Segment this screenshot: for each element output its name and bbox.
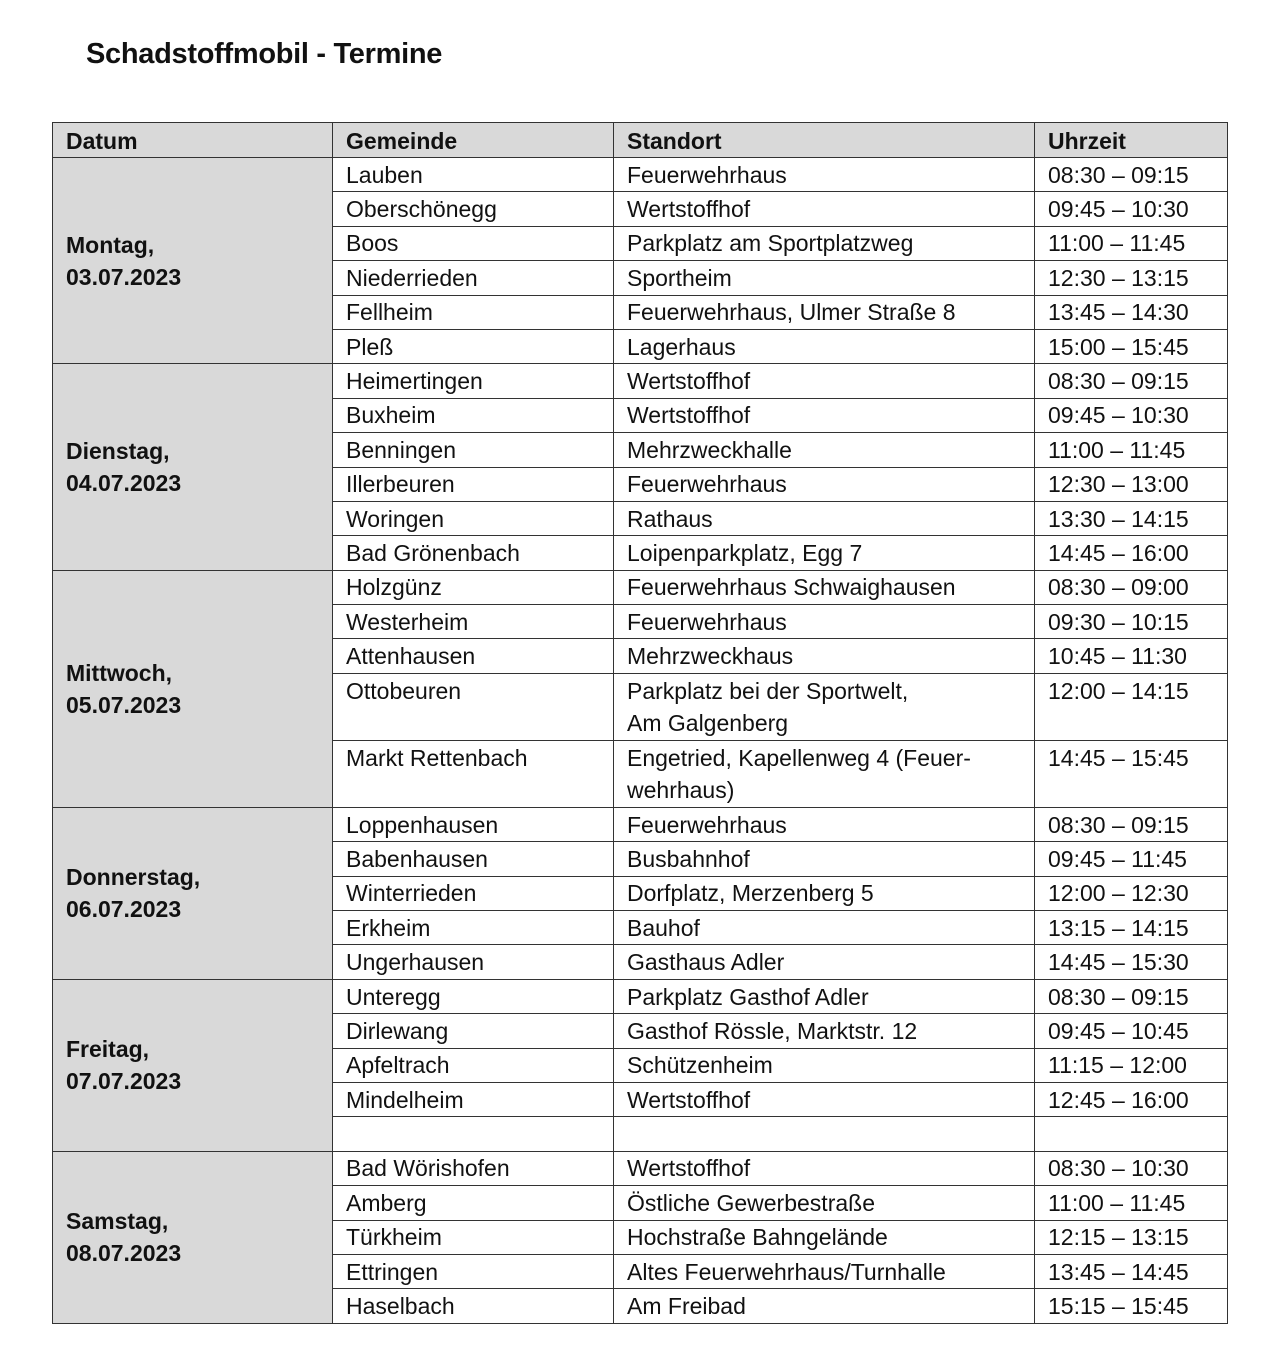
uhrzeit-cell: 08:30 – 09:15 [1035, 364, 1228, 398]
standort-line: wehrhaus) [627, 776, 735, 803]
uhrzeit-cell: 15:00 – 15:45 [1035, 329, 1228, 363]
gemeinde-cell: Unteregg [333, 979, 614, 1013]
uhrzeit-cell: 12:00 – 12:30 [1035, 876, 1228, 910]
header-gemeinde: Gemeinde [333, 123, 614, 158]
uhrzeit-cell: 09:45 – 10:30 [1035, 192, 1228, 226]
standort-cell: Bauhof [614, 911, 1035, 945]
gemeinde-cell: Oberschönegg [333, 192, 614, 226]
standort-cell: Wertstoffhof [614, 364, 1035, 398]
schedule-table [52, 122, 1228, 1324]
uhrzeit-cell: 14:45 – 15:30 [1035, 945, 1228, 979]
uhrzeit-cell: 12:30 – 13:15 [1035, 261, 1228, 295]
gemeinde-cell: Lauben [333, 158, 614, 192]
uhrzeit-cell: 11:00 – 11:45 [1035, 433, 1228, 467]
standort-cell: Dorfplatz, Merzenberg 5 [614, 876, 1035, 910]
gemeinde-cell: Apfeltrach [333, 1048, 614, 1082]
standort-line: Parkplatz bei der Sportwelt, [627, 677, 909, 704]
standort-cell [614, 740, 1035, 807]
uhrzeit-cell: 10:45 – 11:30 [1035, 639, 1228, 673]
gemeinde-cell: Ettringen [333, 1254, 614, 1288]
date-label: 04.07.2023 [66, 470, 182, 497]
standort-cell: Sportheim [614, 261, 1035, 295]
gemeinde-cell: Holzgünz [333, 570, 614, 604]
gemeinde-cell: Heimertingen [333, 364, 614, 398]
uhrzeit-cell: 13:30 – 14:15 [1035, 501, 1228, 535]
weekday-label: Dienstag, [66, 438, 170, 465]
table-row [53, 364, 1228, 398]
gemeinde-cell: Mindelheim [333, 1082, 614, 1116]
table-row [53, 1151, 1228, 1185]
standort-cell: Parkplatz am Sportplatzweg [614, 226, 1035, 260]
table-row [53, 979, 1228, 1013]
standort-cell: Feuerwehrhaus [614, 807, 1035, 841]
date-cell-montag [53, 158, 333, 364]
uhrzeit-cell: 13:15 – 14:15 [1035, 911, 1228, 945]
gemeinde-cell: Haselbach [333, 1289, 614, 1323]
standort-cell: Schützenheim [614, 1048, 1035, 1082]
date-label: 05.07.2023 [66, 691, 182, 718]
uhrzeit-cell: 15:15 – 15:45 [1035, 1289, 1228, 1323]
standort-cell [614, 673, 1035, 740]
standort-cell: Hochstraße Bahngelände [614, 1220, 1035, 1254]
uhrzeit-cell: 12:45 – 16:00 [1035, 1082, 1228, 1116]
gemeinde-cell: Dirlewang [333, 1014, 614, 1048]
gemeinde-cell: Bad Wörishofen [333, 1151, 614, 1185]
date-cell-dienstag [53, 364, 333, 570]
uhrzeit-cell: 08:30 – 09:15 [1035, 979, 1228, 1013]
uhrzeit-cell-empty [1035, 1117, 1228, 1151]
standort-cell: Lagerhaus [614, 329, 1035, 363]
standort-cell: Parkplatz Gasthof Adler [614, 979, 1035, 1013]
gemeinde-cell: Benningen [333, 433, 614, 467]
standort-cell: Altes Feuerwehrhaus/Turnhalle [614, 1254, 1035, 1288]
standort-cell: Feuerwehrhaus [614, 467, 1035, 501]
header-datum: Datum [53, 123, 333, 158]
uhrzeit-cell: 09:45 – 10:45 [1035, 1014, 1228, 1048]
table-row [53, 570, 1228, 604]
date-label: 06.07.2023 [66, 896, 182, 923]
gemeinde-cell: Ottobeuren [333, 673, 614, 740]
date-cell-samstag [53, 1151, 333, 1323]
weekday-label: Samstag, [66, 1208, 169, 1235]
weekday-label: Freitag, [66, 1036, 150, 1063]
gemeinde-cell: Amberg [333, 1186, 614, 1220]
header-standort: Standort [614, 123, 1035, 158]
gemeinde-cell: Fellheim [333, 295, 614, 329]
gemeinde-cell: Erkheim [333, 911, 614, 945]
uhrzeit-cell: 08:30 – 09:15 [1035, 158, 1228, 192]
standort-line: Engetried, Kapellenweg 4 (Feuer- [627, 744, 971, 771]
uhrzeit-cell: 11:00 – 11:45 [1035, 1186, 1228, 1220]
date-cell-freitag [53, 979, 333, 1151]
standort-cell: Östliche Gewerbestraße [614, 1186, 1035, 1220]
gemeinde-cell: Woringen [333, 501, 614, 535]
gemeinde-cell: Babenhausen [333, 842, 614, 876]
gemeinde-cell: Ungerhausen [333, 945, 614, 979]
uhrzeit-cell: 13:45 – 14:45 [1035, 1254, 1228, 1288]
gemeinde-cell: Pleß [333, 329, 614, 363]
standort-cell: Feuerwehrhaus [614, 158, 1035, 192]
uhrzeit-cell: 09:45 – 10:30 [1035, 398, 1228, 432]
uhrzeit-cell: 11:00 – 11:45 [1035, 226, 1228, 260]
standort-cell-empty [614, 1117, 1035, 1151]
uhrzeit-cell: 14:45 – 15:45 [1035, 740, 1228, 807]
standort-cell: Wertstoffhof [614, 192, 1035, 226]
standort-cell: Rathaus [614, 501, 1035, 535]
date-cell-mittwoch [53, 570, 333, 807]
gemeinde-cell: Loppenhausen [333, 807, 614, 841]
gemeinde-cell: Attenhausen [333, 639, 614, 673]
gemeinde-cell: Winterrieden [333, 876, 614, 910]
standort-cell: Gasthof Rössle, Marktstr. 12 [614, 1014, 1035, 1048]
uhrzeit-cell: 08:30 – 09:15 [1035, 807, 1228, 841]
weekday-label: Mittwoch, [66, 659, 173, 686]
weekday-label: Donnerstag, [66, 864, 201, 891]
standort-cell: Wertstoffhof [614, 398, 1035, 432]
gemeinde-cell: Türkheim [333, 1220, 614, 1254]
date-label: 08.07.2023 [66, 1240, 182, 1267]
page-title: Schadstoffmobil - Termine [86, 38, 443, 70]
standort-cell: Wertstoffhof [614, 1082, 1035, 1116]
standort-line: Am Galgenberg [627, 709, 789, 736]
gemeinde-cell: Westerheim [333, 605, 614, 639]
standort-cell: Busbahnhof [614, 842, 1035, 876]
uhrzeit-cell: 12:30 – 13:00 [1035, 467, 1228, 501]
uhrzeit-cell: 12:00 – 14:15 [1035, 673, 1228, 740]
gemeinde-cell: Bad Grönenbach [333, 536, 614, 570]
standort-cell: Feuerwehrhaus, Ulmer Straße 8 [614, 295, 1035, 329]
header-uhrzeit: Uhrzeit [1035, 123, 1228, 158]
uhrzeit-cell: 09:30 – 10:15 [1035, 605, 1228, 639]
table-row [53, 158, 1228, 192]
gemeinde-cell: Markt Rettenbach [333, 740, 614, 807]
date-label: 03.07.2023 [66, 263, 182, 290]
date-cell-donnerstag [53, 807, 333, 979]
uhrzeit-cell: 08:30 – 10:30 [1035, 1151, 1228, 1185]
table-header-row [53, 123, 1228, 158]
standort-cell: Feuerwehrhaus [614, 605, 1035, 639]
uhrzeit-cell: 11:15 – 12:00 [1035, 1048, 1228, 1082]
standort-cell: Mehrzweckhaus [614, 639, 1035, 673]
uhrzeit-cell: 08:30 – 09:00 [1035, 570, 1228, 604]
standort-cell: Feuerwehrhaus Schwaighausen [614, 570, 1035, 604]
table-row [53, 807, 1228, 841]
date-label: 07.07.2023 [66, 1068, 182, 1095]
weekday-label: Montag, [66, 231, 155, 258]
gemeinde-cell: Illerbeuren [333, 467, 614, 501]
gemeinde-cell: Buxheim [333, 398, 614, 432]
standort-cell: Wertstoffhof [614, 1151, 1035, 1185]
uhrzeit-cell: 13:45 – 14:30 [1035, 295, 1228, 329]
gemeinde-cell: Boos [333, 226, 614, 260]
uhrzeit-cell: 14:45 – 16:00 [1035, 536, 1228, 570]
uhrzeit-cell: 09:45 – 11:45 [1035, 842, 1228, 876]
uhrzeit-cell: 12:15 – 13:15 [1035, 1220, 1228, 1254]
standort-cell: Gasthaus Adler [614, 945, 1035, 979]
standort-cell: Loipenparkplatz, Egg 7 [614, 536, 1035, 570]
gemeinde-cell-empty [333, 1117, 614, 1151]
gemeinde-cell: Niederrieden [333, 261, 614, 295]
standort-cell: Mehrzweckhalle [614, 433, 1035, 467]
standort-cell: Am Freibad [614, 1289, 1035, 1323]
